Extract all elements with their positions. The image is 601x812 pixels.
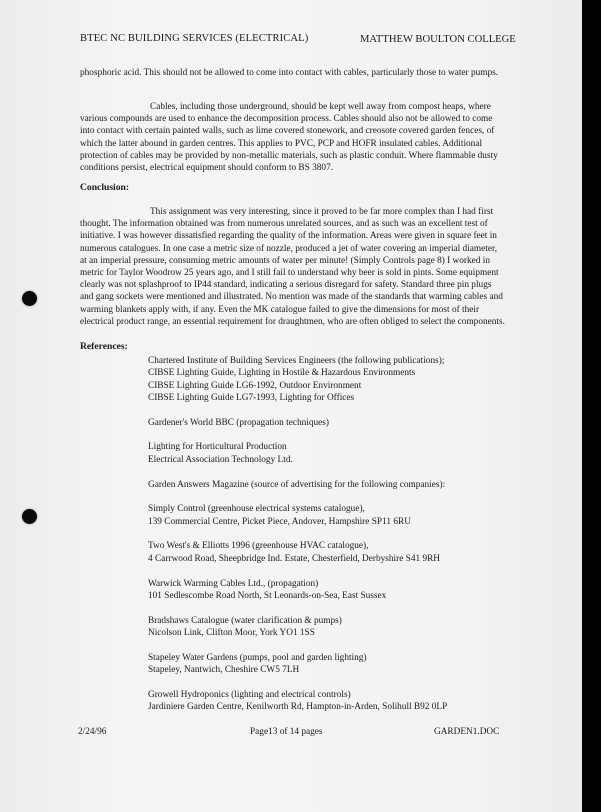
reference-simply-control bbox=[148, 503, 528, 528]
reference-line: Nicolson Link, Clifton Moor, York YO1 1SS bbox=[148, 627, 315, 638]
reference-line: 4 Carrwood Road, Sheepbridge Ind. Estate, Chesterfield, Derbyshire S41 9RH bbox=[148, 553, 441, 564]
footer-page-number: Page13 of 14 pages bbox=[250, 727, 323, 737]
scan-border bbox=[582, 0, 601, 812]
reference-line: Stapeley, Nantwich, Cheshire CW5 7LH bbox=[148, 665, 300, 676]
reference-line: CIBSE Lighting Guide LG7-1993, Lighting for Offices bbox=[148, 392, 355, 403]
reference-line: Jardiniere Garden Centre, Kenilworth Rd, Hampton-in-Arden, Solihull B92 0LP bbox=[148, 702, 448, 713]
reference-stapeley bbox=[148, 652, 528, 677]
reference-line: Stapeley Water Gardens (pumps, pool and garden lighting) bbox=[148, 652, 367, 663]
header-college-name: MATTHEW BOULTON COLLEGE bbox=[360, 34, 516, 45]
reference-line: Growell Hydroponics (lighting and electrical controls) bbox=[148, 689, 351, 700]
punch-hole-icon bbox=[22, 291, 37, 306]
footer-filename: GARDEN1.DOC bbox=[434, 727, 500, 737]
reference-horticultural-lighting bbox=[148, 441, 528, 466]
references-heading: References: bbox=[80, 341, 128, 352]
reference-line: Simply Control (greenhouse electrical systems catalogue), bbox=[148, 504, 365, 515]
reference-line: Chartered Institute of Building Services Engineers (the following publications); bbox=[148, 356, 445, 366]
references-list bbox=[148, 355, 528, 726]
paragraph-cables: Cables, including those underground, should be kept well away from compost heaps, where various compounds are used to enhance the decomposition process. Cables should also not be allowed to come into contact with certain painted walls, such as lime covered stonework, and creosote covered garden fences, of which the latter abound in garden centres. This applies to PVC, PCP and HOFR insulated cables. Additional protection of cables may be provided by non-metallic materials, such as plastic conduit. Where flammable dusty conditions persist, electrical equipment should conform to BS 3807. bbox=[80, 102, 498, 174]
reference-line: Lighting for Horticultural Production bbox=[148, 442, 287, 453]
conclusion-heading: Conclusion: bbox=[80, 182, 130, 193]
reference-line: Garden Answers Magazine (source of advertising for the following companies): bbox=[148, 479, 446, 490]
punch-hole-icon bbox=[22, 509, 37, 524]
reference-two-wests-elliotts bbox=[148, 540, 528, 565]
reference-warwick-warming bbox=[148, 578, 528, 603]
reference-line: CIBSE Lighting Guide LG6-1992, Outdoor Environment bbox=[148, 380, 362, 391]
reference-line: Warwick Warming Cables Ltd., (propagation) bbox=[148, 578, 319, 589]
reference-gardeners-world bbox=[148, 417, 528, 429]
reference-cibse bbox=[148, 355, 528, 404]
reference-line: Gardener's World BBC (propagation techniques) bbox=[148, 417, 329, 428]
reference-bradshaws bbox=[148, 615, 528, 640]
reference-garden-answers bbox=[148, 479, 528, 491]
reference-growell bbox=[148, 689, 528, 714]
reference-line: Two West's & Elliotts 1996 (greenhouse HVAC catalogue), bbox=[148, 541, 369, 552]
reference-line: CIBSE Lighting Guide, Lighting in Hostile & Hazardous Environments bbox=[148, 368, 416, 379]
header-course-title: BTEC NC BUILDING SERVICES (ELECTRICAL) bbox=[80, 33, 309, 44]
paragraph-phosphoric-acid: phosphoric acid. This should not be allowed to come into contact with cables, particularly those to water pumps. bbox=[80, 68, 499, 78]
conclusion-paragraph: This assignment was very interesting, since it proved to be far more complex than I had first thought. The information obtained was from numerous unrelated sources, and as such was an excellent test of initiative. I was however dissatisfied regarding the quality of the information. Areas were given in square feet in numerous catalogues. In one case a metric size of nozzle, produced a jet of water covering an imperial diameter, at an imperial pressure, consuming metric amounts of water per minute! (Simply Controls page 8) I worked in metric for Taylor Woodrow 25 years ago, and I still fail to understand why beer is sold in pints. Some equipment clearly was not splashproof to IP44 standard, indicating a serious disregard for safety. Standard three pin plugs and gang sockets were mentioned and illustrated. No mention was made of the standards that warming cables and warming blankets apply with, if any. Even the MK catalogue failed to give the dimensions for most of their electrical product range, an essential requirement for draughtmen, who are often obliged to select the components. bbox=[80, 207, 505, 327]
reference-line: 101 Sedlescombe Road North, St Leonards-on-Sea, East Sussex bbox=[148, 590, 387, 601]
footer-date: 2/24/96 bbox=[78, 727, 107, 737]
reference-line: 139 Commercial Centre, Picket Piece, Andover, Hampshire SP11 6RU bbox=[148, 516, 411, 527]
reference-line: Bradshaws Catalogue (water clarification & pumps) bbox=[148, 615, 342, 626]
reference-line: Electrical Association Technology Ltd. bbox=[148, 454, 293, 465]
